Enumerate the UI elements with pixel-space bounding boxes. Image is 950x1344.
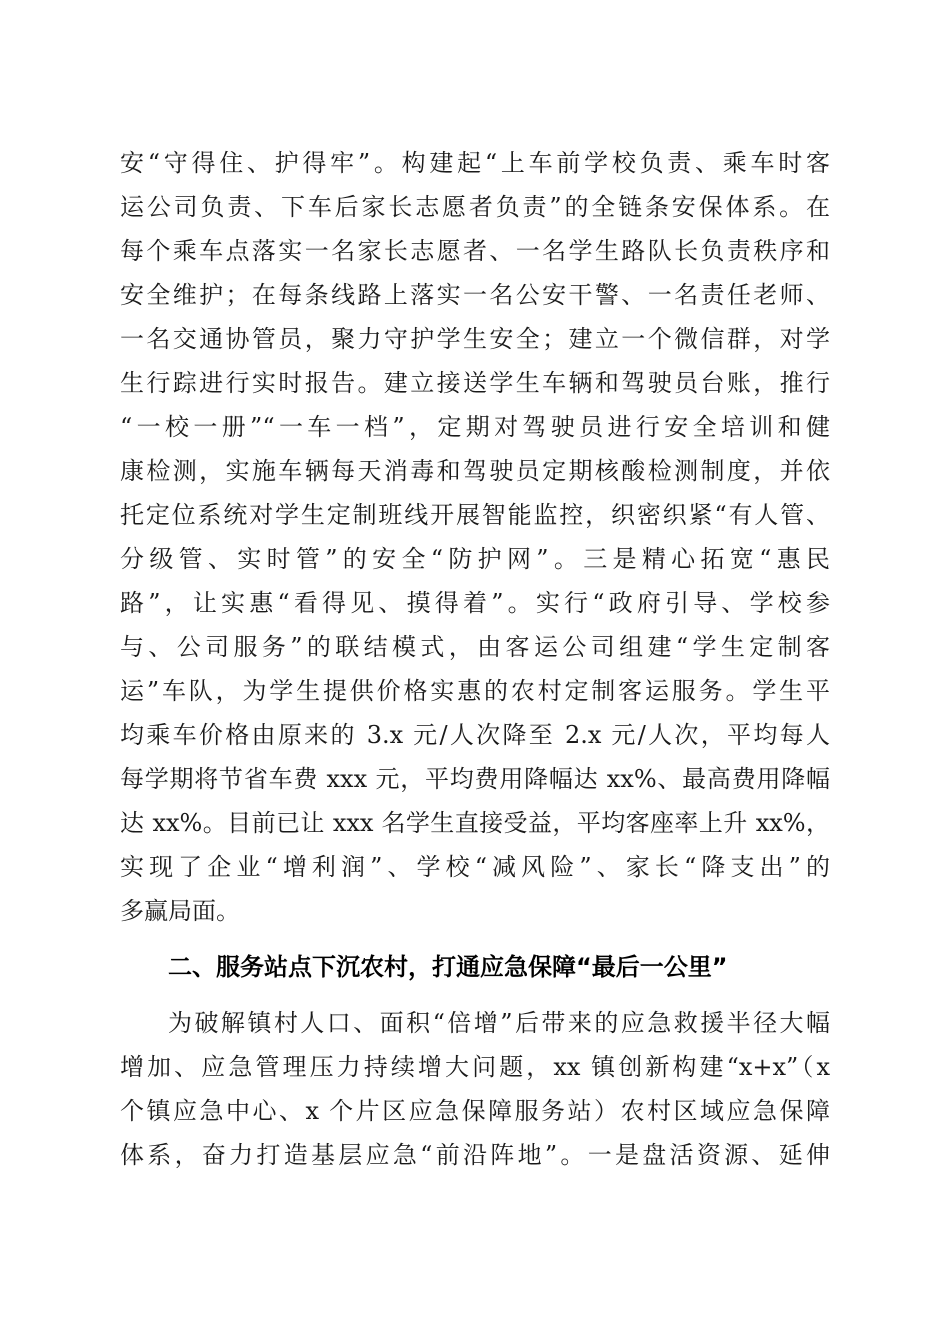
paragraph-line: 运”车队，为学生提供价格实惠的农村定制客运服务。学生平 [120,677,830,705]
paragraph-line: 每学期将节省车费 xxx 元，平均费用降幅达 xx%、最高费用降幅 [120,765,830,793]
section-heading: 二、服务站点下沉农村，打通应急保障“最后一公里” [168,953,728,981]
paragraph-line: 路”，让实惠“看得见、摸得着”。实行“政府引导、学校参 [120,589,830,617]
paragraph-line: 均乘车价格由原来的 3.x 元/人次降至 2.x 元/人次，平均每人 [120,721,830,749]
paragraph-line: 安全维护；在每条线路上落实一名公安干警、一名责任老师、 [120,281,830,309]
paragraph-line: “一校一册”“一车一档”，定期对驾驶员进行安全培训和健 [120,413,830,441]
paragraph-line: 每个乘车点落实一名家长志愿者、一名学生路队长负责秩序和 [120,237,830,265]
paragraph-line: 安“守得住、护得牢”。构建起“上车前学校负责、乘车时客 [120,149,830,177]
paragraph-line: 分级管、实时管”的安全“防护网”。三是精心拓宽“惠民 [120,545,830,573]
paragraph-line: 多赢局面。 [120,897,240,925]
paragraph-line: 生行踪进行实时报告。建立接送学生车辆和驾驶员台账，推行 [120,369,830,397]
paragraph-line: 体系，奋力打造基层应急“前沿阵地”。一是盘活资源、延伸 [120,1141,830,1169]
paragraph-line: 为破解镇村人口、面积“倍增”后带来的应急救援半径大幅 [168,1009,830,1037]
paragraph-line: 增加、应急管理压力持续增大问题，xx 镇创新构建“x+x”（x [120,1053,830,1081]
paragraph-line: 托定位系统对学生定制班线开展智能监控，织密织紧“有人管、 [120,501,830,529]
paragraph-line: 一名交通协管员，聚力守护学生安全；建立一个微信群，对学 [120,325,830,353]
paragraph-line: 达 xx%。目前已让 xxx 名学生直接受益，平均客座率上升 xx%， [120,809,830,837]
paragraph-line: 实现了企业“增利润”、学校“减风险”、家长“降支出”的 [120,853,830,881]
paragraph-line: 个镇应急中心、x 个片区应急保障服务站）农村区域应急保障 [120,1097,830,1125]
paragraph-line: 与、公司服务”的联结模式，由客运公司组建“学生定制客 [120,633,830,661]
paragraph-line: 运公司负责、下车后家长志愿者负责”的全链条安保体系。在 [120,193,830,221]
paragraph-line: 康检测，实施车辆每天消毒和驾驶员定期核酸检测制度，并依 [120,457,830,485]
